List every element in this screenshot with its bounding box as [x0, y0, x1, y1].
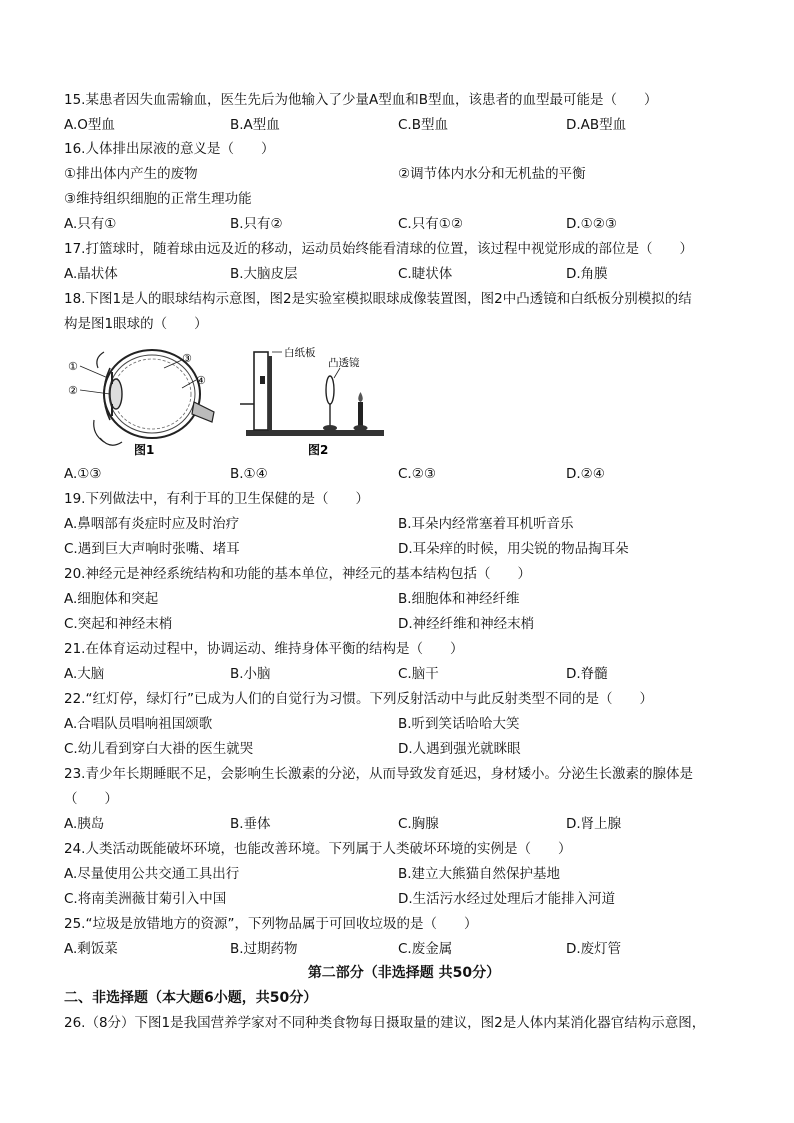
q20-option-b: B.细胞体和神经纤维 — [398, 591, 520, 607]
q21-option-d: D.脊髓 — [566, 666, 608, 682]
q16-item-3: ③维持组织细胞的正常生理功能 — [64, 191, 252, 207]
q19-option-c: C.遇到巨大声响时张嘴、堵耳 — [64, 541, 240, 557]
q17-option-c: C.睫状体 — [398, 266, 453, 282]
q18-option-a: A.①③ — [64, 466, 102, 482]
q25-option-b: B.过期药物 — [230, 941, 298, 957]
fig2-label-lens: 凸透镜 — [328, 357, 360, 369]
q15-option-b: B.A型血 — [230, 117, 280, 133]
q16-stem: 16.人体排出尿液的意义是（ ） — [64, 141, 275, 157]
q23-stem-line-1: 23.青少年长期睡眠不足，会影响生长激素的分泌，从而导致发育延迟，身材矮小。分泌生长激素的腺体是 — [64, 766, 693, 782]
q25-option-c: C.废金属 — [398, 941, 453, 957]
fig1-mark-3: ③ — [182, 352, 192, 365]
q17-option-d: D.角膜 — [566, 266, 608, 282]
q16-option-b: B.只有② — [230, 216, 283, 232]
fig1-mark-4: ④ — [196, 374, 206, 387]
q19-option-d: D.耳朵痒的时候，用尖锐的物品掏耳朵 — [398, 541, 629, 557]
q23-option-d: D.肾上腺 — [566, 816, 622, 832]
q24-option-b: B.建立大熊猫自然保护基地 — [398, 866, 561, 882]
q20-stem: 20.神经元是神经系统结构和功能的基本单位，神经元的基本结构包括（ ） — [64, 566, 531, 582]
q23-option-b: B.垂体 — [230, 816, 271, 832]
fig1-mark-1: ① — [68, 360, 78, 373]
q18-option-b: B.①④ — [230, 466, 268, 482]
q22-option-d: D.人遇到强光就眯眼 — [398, 741, 521, 757]
q16-item-1: ①排出体内产生的废物 — [64, 166, 198, 182]
q18-option-d: D.②④ — [566, 466, 605, 482]
q15-stem: 15.某患者因失血需输血，医生先后为他输入了少量A型血和B型血，该患者的血型最可能是（ ） — [64, 92, 658, 108]
q25-option-a: A.剩饭菜 — [64, 941, 118, 957]
q25-stem: 25.“垃圾是放错地方的资源”，下列物品属于可回收垃圾的是（ ） — [64, 916, 478, 932]
q22-option-a: A.合唱队员唱响祖国颂歌 — [64, 716, 213, 732]
q22-stem: 22.“红灯停，绿灯行”已成为人们的自觉行为习惯。下列反射活动中与此反射类型不同的是（ ） — [64, 691, 653, 707]
q17-option-a: A.晶状体 — [64, 266, 118, 282]
q19-option-a: A.鼻咽部有炎症时应及时治疗 — [64, 516, 240, 532]
q18-stem-line-1: 18.下图1是人的眼球结构示意图，图2是实验室模拟眼球成像装置图，图2中凸透镜和白纸板分别模拟的结 — [64, 291, 692, 307]
q24-option-d: D.生活污水经过处理后才能排入河道 — [398, 891, 616, 907]
eye-structure-figure — [64, 338, 224, 460]
q21-stem: 21.在体育运动过程中，协调运动、维持身体平衡的结构是（ ） — [64, 641, 464, 657]
lens-apparatus-diagram — [240, 338, 390, 460]
section-2-heading: 二、非选择题（本大题6小题，共50分） — [64, 990, 318, 1006]
fig2-label-board: 白纸板 — [284, 347, 316, 359]
q16-option-a: A.只有① — [64, 216, 117, 232]
q16-option-d: D.①②③ — [566, 216, 617, 232]
q15-option-a: A.O型血 — [64, 117, 115, 133]
q16-option-c: C.只有①② — [398, 216, 463, 232]
q17-option-b: B.大脑皮层 — [230, 266, 298, 282]
q22-option-b: B.听到笑话哈哈大笑 — [398, 716, 520, 732]
q19-stem: 19.下列做法中，有利于耳的卫生保健的是（ ） — [64, 491, 369, 507]
q21-option-c: C.脑干 — [398, 666, 439, 682]
fig2-caption: 图2 — [308, 443, 329, 457]
q19-option-b: B.耳朵内经常塞着耳机听音乐 — [398, 516, 574, 532]
q15-option-d: D.AB型血 — [566, 117, 627, 133]
q23-option-a: A.胰岛 — [64, 816, 105, 832]
q23-option-c: C.胸腺 — [398, 816, 439, 832]
q23-stem-line-2: （ ） — [64, 791, 118, 807]
lens-apparatus-figure — [240, 338, 390, 460]
q24-stem: 24.人类活动既能破坏环境，也能改善环境。下列属于人类破坏环境的实例是（ ） — [64, 841, 572, 857]
q15-option-c: C.B型血 — [398, 117, 448, 133]
q25-option-d: D.废灯管 — [566, 941, 622, 957]
q20-option-d: D.神经纤维和神经末梢 — [398, 616, 535, 632]
q17-stem: 17.打篮球时，随着球由远及近的移动，运动员始终能看清球的位置，该过程中视觉形成的部位是（ ） — [64, 241, 693, 257]
q21-option-a: A.大脑 — [64, 666, 105, 682]
q18-option-c: C.②③ — [398, 466, 436, 482]
q21-option-b: B.小脑 — [230, 666, 271, 682]
q22-option-c: C.幼儿看到穿白大褂的医生就哭 — [64, 741, 254, 757]
fig1-mark-2: ② — [68, 384, 78, 397]
q20-option-a: A.细胞体和突起 — [64, 591, 159, 607]
eyeball-diagram — [64, 338, 224, 460]
q24-option-c: C.将南美洲薇甘菊引入中国 — [64, 891, 227, 907]
q24-option-a: A.尽量使用公共交通工具出行 — [64, 866, 240, 882]
q26-stem: 26.（8分）下图1是我国营养学家对不同种类食物每日摄取量的建议，图2是人体内某消化器官结构示意图， — [64, 1015, 706, 1031]
q20-option-c: C.突起和神经末梢 — [64, 616, 173, 632]
part2-title: 第二部分（非选择题 共50分） — [307, 965, 501, 981]
fig1-caption: 图1 — [134, 443, 155, 457]
q16-item-2: ②调节体内水分和无机盐的平衡 — [398, 166, 586, 182]
q18-stem-line-2: 构是图1眼球的（ ） — [64, 316, 208, 332]
